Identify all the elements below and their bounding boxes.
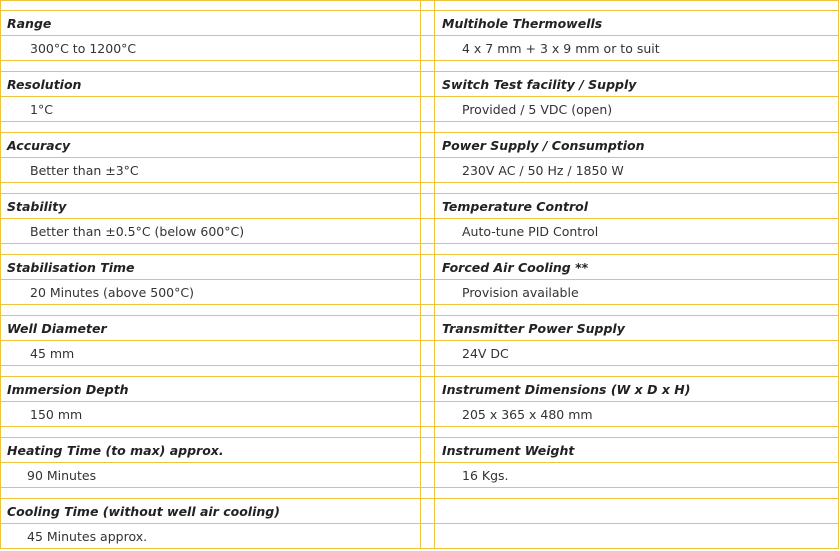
spec-value-multihole-thermowells: 4 x 7 mm + 3 x 9 mm or to suit: [462, 41, 660, 56]
spec-label-power-supply: Power Supply / Consumption: [442, 138, 645, 153]
row-divider: [0, 523, 839, 524]
row-divider: [0, 462, 839, 463]
row-divider: [0, 157, 839, 158]
row-divider: [0, 487, 839, 488]
spec-value-forced-air-cooling: Provision available: [462, 285, 579, 300]
spec-label-immersion-depth: Immersion Depth: [7, 382, 129, 397]
spec-value-cooling-time: 45 Minutes approx.: [27, 529, 148, 544]
row-divider: [0, 132, 839, 133]
spec-value-switch-test: Provided / 5 VDC (open): [462, 102, 613, 117]
row-divider: [0, 304, 839, 305]
spec-label-instrument-dimensions: Instrument Dimensions (W x D x H): [442, 382, 691, 397]
spec-value-transmitter-power: 24V DC: [462, 346, 509, 361]
row-divider: [0, 401, 839, 402]
spec-value-accuracy: Better than ±3°C: [30, 163, 139, 178]
spec-value-power-supply: 230V AC / 50 Hz / 1850 W: [462, 163, 624, 178]
spec-label-stabilisation-time: Stabilisation Time: [7, 260, 135, 275]
spec-label-forced-air-cooling: Forced Air Cooling **: [442, 260, 589, 275]
spec-value-well-diameter: 45 mm: [30, 346, 75, 361]
spec-value-stabilisation-time: 20 Minutes (above 500°C): [30, 285, 194, 300]
spec-value-immersion-depth: 150 mm: [30, 407, 83, 422]
spec-label-transmitter-power: Transmitter Power Supply: [442, 321, 625, 336]
row-divider: [0, 340, 839, 341]
row-divider: [0, 60, 839, 61]
spec-value-resolution: 1°C: [30, 102, 53, 117]
spec-value-heating-time: 90 Minutes: [27, 468, 97, 483]
spec-label-resolution: Resolution: [7, 77, 82, 92]
spec-label-multihole-thermowells: Multihole Thermowells: [442, 16, 603, 31]
row-divider: [0, 279, 839, 280]
spec-value-temperature-control: Auto-tune PID Control: [462, 224, 599, 239]
row-divider: [0, 121, 839, 122]
spec-label-heating-time: Heating Time (to max) approx.: [7, 443, 224, 458]
spec-label-instrument-weight: Instrument Weight: [442, 443, 575, 458]
column-divider: [434, 0, 435, 549]
row-divider: [0, 437, 839, 438]
spec-value-stability: Better than ±0.5°C (below 600°C): [30, 224, 245, 239]
row-divider: [0, 96, 839, 97]
row-divider: [0, 548, 839, 549]
spec-label-switch-test: Switch Test facility / Supply: [442, 77, 637, 92]
spec-label-range: Range: [7, 16, 52, 31]
row-divider: [0, 0, 839, 1]
row-divider: [0, 193, 839, 194]
row-divider: [0, 376, 839, 377]
spec-value-instrument-dimensions: 205 x 365 x 480 mm: [462, 407, 593, 422]
spec-label-cooling-time: Cooling Time (without well air cooling): [7, 504, 280, 519]
row-divider: [0, 10, 839, 11]
row-divider: [0, 218, 839, 219]
table-border-left: [0, 0, 1, 549]
row-divider: [0, 182, 839, 183]
spec-value-range: 300°C to 1200°C: [30, 41, 137, 56]
row-divider: [0, 365, 839, 366]
spec-label-accuracy: Accuracy: [7, 138, 71, 153]
row-divider: [0, 254, 839, 255]
row-divider: [0, 498, 839, 499]
spec-label-temperature-control: Temperature Control: [442, 199, 588, 214]
row-divider: [0, 71, 839, 72]
spec-label-stability: Stability: [7, 199, 67, 214]
table-border-right: [838, 0, 839, 549]
row-divider: [0, 243, 839, 244]
row-divider: [0, 315, 839, 316]
column-divider: [420, 0, 421, 549]
spec-label-well-diameter: Well Diameter: [7, 321, 107, 336]
row-divider: [0, 426, 839, 427]
spec-value-instrument-weight: 16 Kgs.: [462, 468, 509, 483]
row-divider: [0, 35, 839, 36]
